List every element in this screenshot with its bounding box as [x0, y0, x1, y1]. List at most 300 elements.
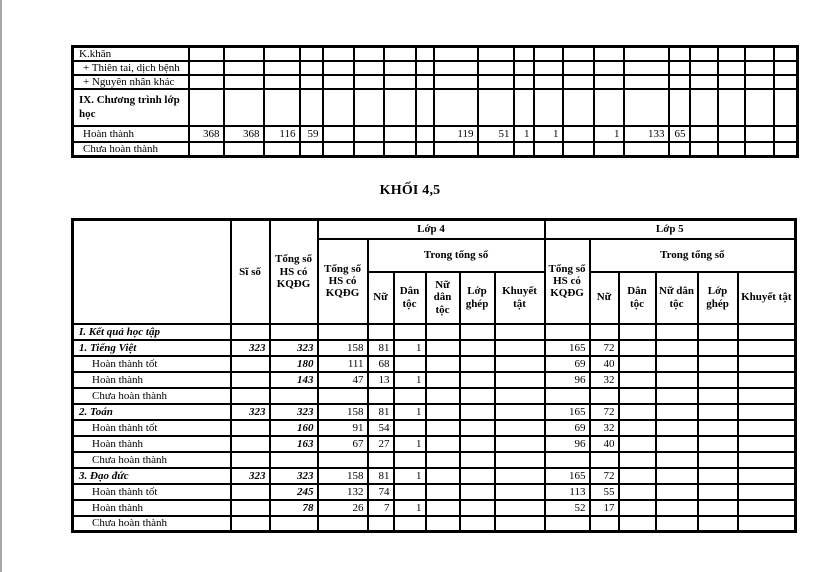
data-cell — [231, 420, 270, 436]
data-cell — [698, 388, 738, 404]
data-cell — [224, 61, 264, 75]
data-cell — [590, 452, 619, 468]
data-cell — [318, 388, 368, 404]
data-cell — [495, 436, 545, 452]
data-cell — [774, 61, 798, 75]
data-cell — [478, 142, 514, 157]
data-cell — [656, 404, 698, 420]
data-cell — [669, 142, 690, 157]
data-cell — [563, 142, 594, 157]
data-cell: 65 — [669, 126, 690, 142]
data-cell: 1 — [394, 500, 426, 516]
data-cell — [698, 500, 738, 516]
row-label: Hoàn thành — [73, 372, 231, 388]
data-cell — [738, 452, 796, 468]
data-cell — [495, 484, 545, 500]
data-cell — [590, 516, 619, 532]
data-cell: 81 — [368, 468, 394, 484]
data-cell — [656, 324, 698, 340]
data-cell — [619, 404, 656, 420]
data-cell — [460, 388, 495, 404]
data-cell: 1 — [394, 436, 426, 452]
data-cell — [619, 356, 656, 372]
data-cell — [656, 340, 698, 356]
data-cell — [545, 516, 590, 532]
data-cell — [690, 89, 718, 126]
data-cell — [718, 142, 745, 157]
data-cell — [460, 420, 495, 436]
data-cell — [745, 89, 774, 126]
data-cell — [478, 61, 514, 75]
data-cell: 40 — [590, 436, 619, 452]
col-header-lop5-nu-dan-toc: Nữ dân tộc — [656, 272, 698, 324]
data-cell — [460, 404, 495, 420]
col-header-lop4-trong-tong-so: Trong tổng số — [368, 239, 545, 272]
col-header-lop5-nu: Nữ — [590, 272, 619, 324]
data-cell: 69 — [545, 356, 590, 372]
data-cell — [460, 452, 495, 468]
data-cell — [384, 61, 416, 75]
table-row — [73, 372, 796, 388]
data-cell — [594, 61, 624, 75]
data-cell — [270, 388, 318, 404]
data-cell — [384, 89, 416, 126]
data-cell — [718, 126, 745, 142]
data-cell — [478, 75, 514, 89]
data-cell: 74 — [368, 484, 394, 500]
row-label: Chưa hoàn thành — [73, 142, 189, 157]
data-cell — [698, 452, 738, 468]
data-cell — [300, 75, 323, 89]
table-row — [73, 126, 798, 142]
data-cell — [738, 516, 796, 532]
data-cell — [434, 142, 478, 157]
row-label: 2. Toán — [73, 404, 231, 420]
data-cell — [231, 356, 270, 372]
data-cell — [774, 47, 798, 62]
data-cell — [495, 388, 545, 404]
data-cell — [231, 388, 270, 404]
data-cell — [426, 372, 460, 388]
data-cell — [434, 61, 478, 75]
data-cell — [619, 340, 656, 356]
data-cell — [738, 404, 796, 420]
data-cell — [619, 452, 656, 468]
header-label-column — [73, 220, 231, 324]
data-cell — [545, 388, 590, 404]
col-group-lop-4: Lớp 4 — [318, 220, 545, 239]
data-cell: 54 — [368, 420, 394, 436]
data-cell: 1 — [394, 468, 426, 484]
table-row — [73, 484, 796, 500]
data-cell: 1 — [594, 126, 624, 142]
data-cell — [514, 75, 534, 89]
data-cell — [189, 47, 224, 62]
data-cell — [224, 47, 264, 62]
table-row — [73, 75, 798, 89]
data-cell — [231, 484, 270, 500]
data-cell: 245 — [270, 484, 318, 500]
data-cell — [656, 356, 698, 372]
data-cell — [300, 47, 323, 62]
table-row — [73, 436, 796, 452]
data-cell — [394, 388, 426, 404]
data-cell — [738, 356, 796, 372]
data-cell: 158 — [318, 404, 368, 420]
data-cell — [478, 89, 514, 126]
data-cell — [619, 500, 656, 516]
data-cell: 1 — [534, 126, 563, 142]
data-cell — [354, 126, 384, 142]
col-header-lop4-nu-dan-toc: Nữ dân tộc — [426, 272, 460, 324]
col-header-si-so: Sĩ số — [231, 220, 270, 324]
data-cell — [426, 420, 460, 436]
data-cell — [318, 516, 368, 532]
table-row — [73, 142, 798, 157]
row-label: Hoàn thành tốt — [73, 356, 231, 372]
data-cell: 160 — [270, 420, 318, 436]
upper-summary-table — [71, 45, 799, 158]
data-cell — [669, 47, 690, 62]
col-header-lop5-lop-ghep: Lớp ghép — [698, 272, 738, 324]
table-row — [73, 324, 796, 340]
data-cell — [690, 142, 718, 157]
data-cell: 81 — [368, 404, 394, 420]
data-cell — [563, 47, 594, 62]
data-cell: 116 — [264, 126, 300, 142]
data-cell: 47 — [318, 372, 368, 388]
data-cell — [563, 75, 594, 89]
data-cell: 40 — [590, 356, 619, 372]
data-cell: 180 — [270, 356, 318, 372]
data-cell — [426, 516, 460, 532]
data-cell — [460, 516, 495, 532]
data-cell — [738, 340, 796, 356]
data-cell — [656, 516, 698, 532]
row-label: + Thiên tai, dịch bệnh — [73, 61, 189, 75]
table-row — [73, 452, 796, 468]
data-cell — [774, 126, 798, 142]
data-cell — [669, 61, 690, 75]
data-cell — [745, 142, 774, 157]
data-cell — [394, 516, 426, 532]
data-cell — [656, 500, 698, 516]
data-cell — [514, 47, 534, 62]
data-cell — [619, 468, 656, 484]
data-cell — [738, 372, 796, 388]
data-cell — [656, 436, 698, 452]
data-cell — [698, 468, 738, 484]
data-cell — [323, 126, 354, 142]
data-cell — [460, 436, 495, 452]
data-cell — [534, 61, 563, 75]
data-cell — [698, 340, 738, 356]
data-cell — [189, 61, 224, 75]
data-cell: 59 — [300, 126, 323, 142]
row-label: 3. Đạo đức — [73, 468, 231, 484]
data-cell — [300, 142, 323, 157]
data-cell — [495, 420, 545, 436]
data-cell — [590, 388, 619, 404]
data-cell — [460, 500, 495, 516]
data-cell: 32 — [590, 372, 619, 388]
data-cell — [368, 452, 394, 468]
data-cell: 158 — [318, 468, 368, 484]
data-cell — [416, 126, 434, 142]
data-cell — [394, 484, 426, 500]
data-cell — [698, 436, 738, 452]
data-cell — [514, 89, 534, 126]
data-cell: 32 — [590, 420, 619, 436]
data-cell — [718, 75, 745, 89]
data-cell — [231, 452, 270, 468]
data-cell: 68 — [368, 356, 394, 372]
data-cell — [270, 452, 318, 468]
data-cell — [426, 404, 460, 420]
data-cell: 27 — [368, 436, 394, 452]
data-cell — [563, 89, 594, 126]
data-cell — [619, 324, 656, 340]
data-cell — [698, 516, 738, 532]
data-cell — [738, 484, 796, 500]
table-row — [73, 356, 796, 372]
row-label: Hoàn thành — [73, 500, 231, 516]
table-row — [73, 404, 796, 420]
data-cell — [231, 324, 270, 340]
data-cell: 323 — [231, 340, 270, 356]
data-cell — [590, 324, 619, 340]
section-title: KHỐI 4,5 — [379, 183, 441, 198]
data-cell — [460, 356, 495, 372]
row-label: Hoàn thành tốt — [73, 484, 231, 500]
data-cell — [300, 61, 323, 75]
data-cell — [368, 388, 394, 404]
data-cell — [534, 47, 563, 62]
data-cell — [495, 500, 545, 516]
data-cell: 69 — [545, 420, 590, 436]
data-cell: 165 — [545, 404, 590, 420]
data-cell — [426, 452, 460, 468]
data-cell — [624, 89, 669, 126]
data-cell — [394, 356, 426, 372]
data-cell — [354, 61, 384, 75]
col-header-lop4-lop-ghep: Lớp ghép — [460, 272, 495, 324]
data-cell — [594, 89, 624, 126]
data-cell — [426, 324, 460, 340]
data-cell: 78 — [270, 500, 318, 516]
data-cell — [189, 142, 224, 157]
data-cell — [656, 420, 698, 436]
row-label: I. Kết quả học tập — [73, 324, 231, 340]
data-cell — [231, 516, 270, 532]
data-cell — [460, 340, 495, 356]
data-cell — [669, 89, 690, 126]
data-cell — [323, 47, 354, 62]
data-cell: 72 — [590, 340, 619, 356]
data-cell: 91 — [318, 420, 368, 436]
data-cell — [426, 468, 460, 484]
data-cell: 51 — [478, 126, 514, 142]
data-cell — [774, 75, 798, 89]
data-cell — [656, 484, 698, 500]
data-cell — [394, 324, 426, 340]
data-cell — [434, 89, 478, 126]
data-cell — [563, 61, 594, 75]
data-cell — [384, 142, 416, 157]
data-cell — [594, 47, 624, 62]
data-cell — [698, 484, 738, 500]
data-cell — [619, 388, 656, 404]
table-row — [73, 61, 798, 75]
data-cell: 113 — [545, 484, 590, 500]
page-edge-line — [0, 0, 2, 572]
data-cell — [189, 89, 224, 126]
data-cell — [495, 324, 545, 340]
row-label: Hoàn thành — [73, 126, 189, 142]
data-cell — [384, 47, 416, 62]
col-header-tong-so-hs: Tổng số HS có KQĐG — [270, 220, 318, 324]
data-cell — [669, 75, 690, 89]
data-cell — [698, 404, 738, 420]
row-label: K.khăn — [73, 47, 189, 62]
data-cell — [624, 75, 669, 89]
data-cell — [495, 340, 545, 356]
data-cell — [774, 89, 798, 126]
data-cell — [416, 61, 434, 75]
data-cell — [426, 388, 460, 404]
data-cell — [264, 142, 300, 157]
data-cell: 163 — [270, 436, 318, 452]
data-cell: 1 — [394, 404, 426, 420]
table-row — [73, 516, 796, 532]
data-cell — [434, 47, 478, 62]
data-cell — [619, 420, 656, 436]
data-cell — [368, 516, 394, 532]
data-cell — [426, 484, 460, 500]
data-cell — [323, 142, 354, 157]
data-cell — [224, 89, 264, 126]
data-cell — [478, 47, 514, 62]
data-cell — [495, 356, 545, 372]
data-cell — [368, 324, 394, 340]
data-cell — [354, 89, 384, 126]
data-cell: 165 — [545, 340, 590, 356]
data-cell — [563, 126, 594, 142]
data-cell: 17 — [590, 500, 619, 516]
data-cell — [534, 89, 563, 126]
col-group-lop-5: Lớp 5 — [545, 220, 796, 239]
data-cell — [323, 89, 354, 126]
data-cell — [594, 75, 624, 89]
data-cell — [514, 142, 534, 157]
data-cell — [698, 372, 738, 388]
data-cell — [624, 142, 669, 157]
data-cell — [619, 436, 656, 452]
data-cell — [460, 484, 495, 500]
data-cell — [354, 75, 384, 89]
table-row — [73, 340, 796, 356]
data-cell — [495, 516, 545, 532]
row-label: 1. Tiếng Việt — [73, 340, 231, 356]
data-cell — [434, 75, 478, 89]
row-label: IX. Chương trình lớp học — [73, 89, 189, 126]
row-label: Chưa hoàn thành — [73, 516, 231, 532]
row-label: Chưa hoàn thành — [73, 388, 231, 404]
data-cell — [698, 324, 738, 340]
data-cell — [698, 420, 738, 436]
data-cell — [690, 126, 718, 142]
row-label: Chưa hoàn thành — [73, 452, 231, 468]
data-cell: 1 — [514, 126, 534, 142]
data-cell: 323 — [270, 340, 318, 356]
data-cell — [426, 436, 460, 452]
data-cell: 96 — [545, 372, 590, 388]
table-row — [73, 468, 796, 484]
data-cell — [354, 142, 384, 157]
data-cell — [224, 75, 264, 89]
data-cell: 67 — [318, 436, 368, 452]
col-header-lop4-nu: Nữ — [368, 272, 394, 324]
data-cell — [738, 500, 796, 516]
data-cell — [534, 75, 563, 89]
data-cell — [416, 142, 434, 157]
data-cell — [384, 75, 416, 89]
data-cell: 52 — [545, 500, 590, 516]
data-cell — [460, 372, 495, 388]
col-header-lop4-khuyet-tat: Khuyết tật — [495, 272, 545, 324]
data-cell — [619, 516, 656, 532]
data-cell — [460, 324, 495, 340]
data-cell — [495, 468, 545, 484]
data-cell — [718, 47, 745, 62]
data-cell — [738, 420, 796, 436]
row-label: + Nguyên nhân khác — [73, 75, 189, 89]
row-label: Hoàn thành tốt — [73, 420, 231, 436]
data-cell: 1 — [394, 372, 426, 388]
data-cell — [698, 356, 738, 372]
data-cell — [594, 142, 624, 157]
data-cell — [394, 420, 426, 436]
data-cell — [231, 436, 270, 452]
data-cell: 81 — [368, 340, 394, 356]
data-cell — [745, 61, 774, 75]
data-cell — [416, 47, 434, 62]
data-cell — [270, 516, 318, 532]
header-row-groups — [73, 220, 796, 239]
data-cell — [656, 388, 698, 404]
data-cell — [460, 468, 495, 484]
data-cell — [745, 126, 774, 142]
data-cell — [514, 61, 534, 75]
data-cell — [394, 452, 426, 468]
data-cell: 132 — [318, 484, 368, 500]
data-cell — [495, 452, 545, 468]
data-cell — [426, 340, 460, 356]
data-cell — [545, 324, 590, 340]
col-header-lop5-khuyet-tat: Khuyết tật — [738, 272, 796, 324]
table-row — [73, 500, 796, 516]
data-cell — [318, 324, 368, 340]
data-cell: 13 — [368, 372, 394, 388]
table-row — [73, 89, 798, 126]
data-cell: 111 — [318, 356, 368, 372]
col-header-lop5-tong-so: Tổng số HS có KQĐG — [545, 239, 590, 324]
khoi-4-5-table — [71, 218, 797, 533]
data-cell: 26 — [318, 500, 368, 516]
data-cell — [384, 126, 416, 142]
data-cell: 368 — [189, 126, 224, 142]
data-cell — [545, 452, 590, 468]
